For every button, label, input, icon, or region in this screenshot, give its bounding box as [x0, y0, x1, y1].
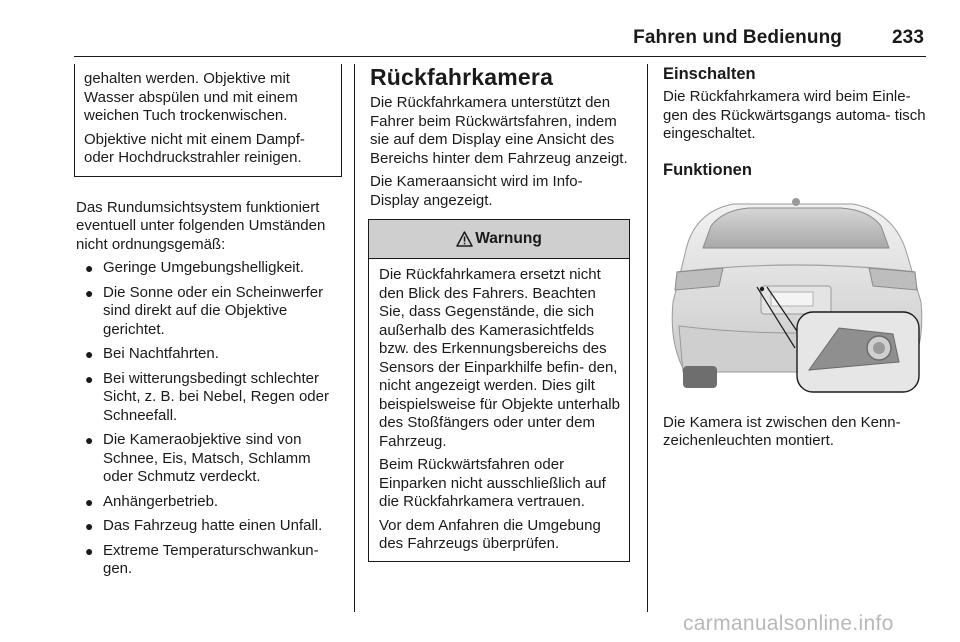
list-item: ● Die Sonne oder ein Scheinwerfer sind direkt auf die Objektive gerichtet. [85, 283, 324, 338]
watermark: carmanualsonline.info [683, 612, 894, 635]
list-item: ● Das Fahrzeug hatte einen Unfall. [85, 517, 323, 534]
warning-triangle-icon [456, 231, 473, 247]
list-item: ● Bei witterungsbedingt schlechter Sicht, z. B. bei Nebel, Regen oder Schneefall. [85, 369, 329, 424]
bullet-icon: ● [85, 284, 94, 301]
chapter-title: Fahren und Bedienung [633, 27, 842, 48]
bullet-icon: ● [85, 518, 94, 534]
body-paragraph: Die Rückfahrkamera wird beim Einle- gen des Rückwärtsgangs automa- tisch eingeschaltet. [663, 88, 926, 142]
subheading-einschalten: Einschalten [663, 65, 756, 83]
warning-paragraph: Vor dem Anfahren die Umgebung des Fahrzeugs überprüfen. [379, 516, 601, 552]
section-heading: Rückfahrkamera [370, 64, 554, 90]
warning-paragraph: Die Rückfahrkamera ersetzt nicht den Blick des Fahrers. Beachten Sie, dass Gegenstände, die sich außerhalb des Kamerasichtfelds bzw. des Erkennungsbereichs des Sensors der Einparkhilfe befin- den, nicht angezeigt werden. Dies gilt beispielsweise für Objekte unterhalb des Stoßfängers oder unter dem Fahrzeug. [379, 266, 620, 450]
warning-header [369, 220, 629, 259]
warning-box [368, 219, 630, 562]
column-2 [370, 64, 632, 562]
warning-body [369, 259, 629, 561]
bullet-icon: ● [85, 260, 94, 276]
figure-caption: Die Kamera ist zwischen den Kenn- zeichenleuchten montiert. [663, 413, 901, 449]
column-divider-2 [647, 64, 648, 612]
list-item: ● Die Kameraobjektive sind von Schnee, Eis, Matsch, Schlamm oder Schmutz verdeckt. [85, 431, 311, 485]
conditions-list [76, 259, 340, 579]
list-item: ● Extreme Temperaturschwankun- gen. [85, 541, 319, 577]
body-paragraph: Die Rückfahrkamera unterstützt den Fahrer beim Rückwärtsfahren, indem sie auf dem Display eine Ansicht des Bereichs hinter dem Fahrzeug anzeigt. [370, 94, 628, 167]
warning-paragraph: Beim Rückwärtsfahren oder Einparken nicht ausschließlich auf die Rückfahrkamera vertrauen. [379, 456, 606, 510]
note-box [74, 64, 342, 177]
car-rear-icon [663, 194, 927, 400]
bullet-icon: ● [85, 370, 94, 387]
bullet-icon: ● [85, 432, 94, 448]
intro-text: Das Rundumsichtsystem funktioniert eventuell unter folgenden Umständen nicht ordnungsgemäß: [76, 198, 326, 253]
body-paragraph: Die Kameraansicht wird im Info- Display angezeigt. [370, 173, 583, 209]
column-1 [76, 64, 340, 585]
warning-label: Warnung [475, 229, 542, 247]
list-item: ● Anhängerbetrieb. [85, 492, 219, 510]
bullet-icon: ● [85, 542, 94, 559]
rear-camera-illustration [663, 194, 927, 400]
subheading-funktionen: Funktionen [663, 160, 752, 179]
list-item: ● Bei Nachtfahrten. [85, 345, 219, 362]
note-paragraph: gehalten werden. Objektive mit Wasser abspülen und mit einem weichen Tuch trockenwischen. [84, 70, 298, 124]
bullet-icon: ● [85, 346, 94, 362]
note-paragraph: Objektive nicht mit einem Dampf- oder Hochdruckstrahler reinigen. [84, 130, 305, 166]
column-3 [663, 64, 927, 456]
page-number: 233 [891, 27, 924, 48]
column-divider-1 [354, 64, 355, 612]
bullet-icon: ● [85, 493, 94, 510]
header-rule [74, 56, 926, 57]
list-item: ● Geringe Umgebungshelligkeit. [85, 259, 304, 276]
page-header [600, 27, 924, 57]
